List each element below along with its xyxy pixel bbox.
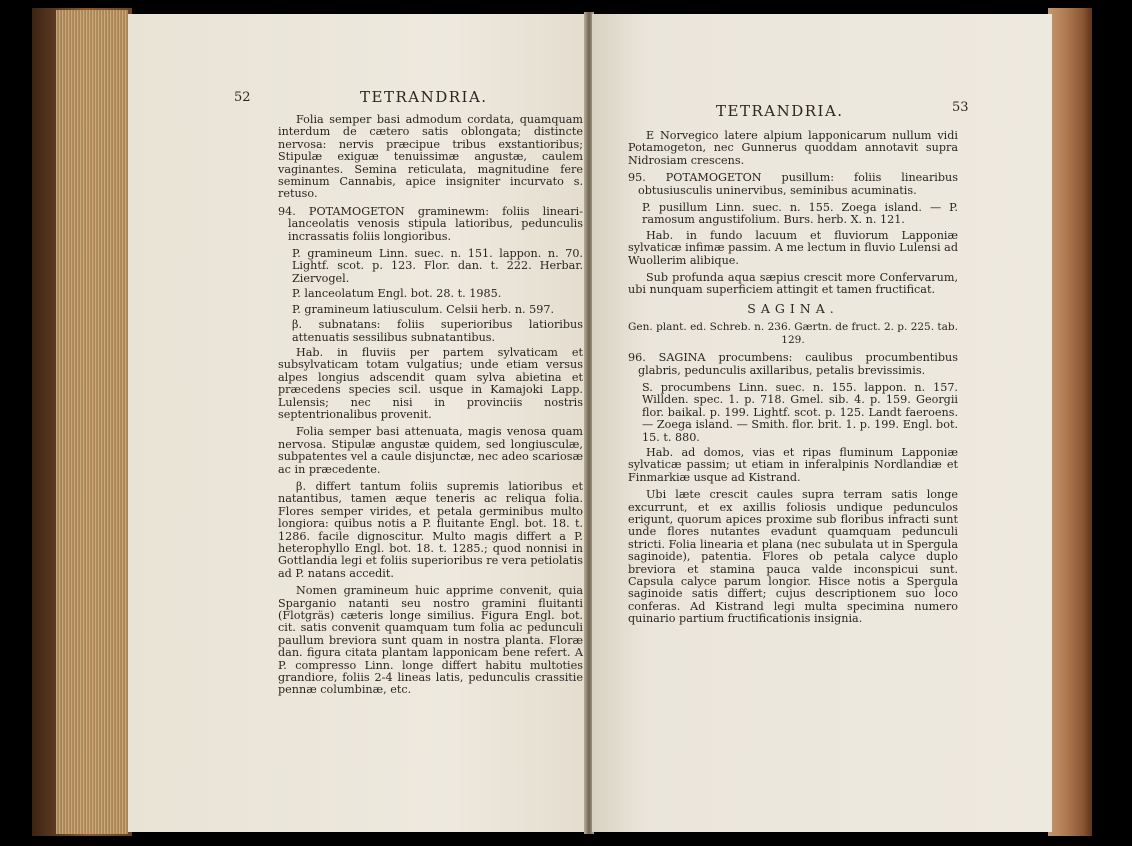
book-edge-left [32,8,132,836]
paragraph: E Norvegico latere alpium lapponicarum nullum vidi Potamogeton, nec Gunnerus quoddam annotavit supra Nidrosiam crescens. [628,129,958,167]
book-edge-right [1048,8,1092,836]
section-heading: SAGINA. [747,300,839,316]
paragraph: Folia semper basi admodum cordata, quamquam interdum de cætero satis oblongata; distincte nervosa: nervis præcipue tribus exstantioribus; Stipulæ exiguæ tenuissimæ angustæ, caulem vaginantes. Semina reticulata, magnitudine fere seminum Cannabis, apice insigniter incurvato s. retuso. [278,113,583,201]
paragraph: β. differt tantum foliis supremis latioribus et natantibus, tamen æque teneris ac reliqua folia. Flores semper virides, et petala germinibus multo longiora: quibus notis a P. fluitante Engl. bot. 18. t. 1286. facile dignoscitur. Multo magis differt a P. heterophyllo Engl. bot. 18. t. 1285.; quod nonnisi in Gottlandia legi et foliis superioribus re vera petiolatis ad P. natans accedit. [278,479,583,580]
paragraph: Hab. in fluviis per partem sylvaticam et subsylvaticam totam vulgatius; unde etiam versus alpes longius adscendit quam sylva abietina et præcedens species scil. usque in Kamajoki Lapp. Lulensis; nec nisi in provinciis nostris septentrionalibus provenit. [278,345,583,421]
left-page [128,14,588,832]
right-page-number: 53 [952,100,969,115]
synonym-line: P. gramineum latiusculum. Celsii herb. n. 597. [292,302,555,316]
synonym-line: P. pusillum Linn. suec. n. 155. Zoega island. — P. ramosum angustifolium. Burs. herb. X. n. 121. [642,201,958,227]
species-entry: 94. POTAMOGETON graminewm: foliis lineari-lanceolatis venosis stipula latioribus, pedunculis incrassatis foliis longioribus. [278,204,583,243]
page-edges-left [56,10,128,834]
left-page-number: 52 [234,90,251,105]
synonym-line: P. gramineum Linn. suec. n. 151. lappon. n. 70. Lightf. scot. p. 123. Flor. dan. t. 222. Herbar. Ziervogel. [292,247,583,285]
synonym-line: P. lanceolatum Engl. bot. 28. t. 1985. [292,287,502,301]
species-entry: 95. POTAMOGETON pusillum: foliis linearibus obtusiusculis uninervibus, seminibus acuminatis. [628,171,958,197]
paragraph: Sub profunda aqua sæpius crescit more Confervarum, ubi nunquam superficiem attingit et tamen fructificat. [628,271,958,297]
left-text-column [278,114,583,702]
genus-reference: Gen. plant. ed. Schreb. n. 236. Gærtn. de fruct. 2. p. 225. tab. 129. [628,321,958,346]
right-running-head: TETRANDRIA. [716,102,844,120]
paragraph: Hab. ad domos, vias et ripas fluminum Lapponiæ sylvaticæ passim; ut etiam in inferalpinis Nordlandiæ et Finmarkiæ usque ad Kistrand. [628,445,958,484]
left-running-head: TETRANDRIA. [360,88,488,106]
synonym-line: S. procumbens Linn. suec. n. 155. lappon. n. 157. Willden. spec. 1. p. 718. Gmel. sib. 4. p. 159. Georgii flor. baikal. p. 199. Lightf. scot. p. 125. Landt faeroens. — Zoega island. — Smith. flor. brit. 1. p. 199. Engl. bot. 15. t. 880. [642,380,958,444]
species-entry: 96. SAGINA procumbens: caulibus procumbentibus glabris, pedunculis axillaribus, petalis brevissimis. [628,351,958,377]
paragraph: Ubi læte crescit caules supra terram satis longe excurrunt, et ex axillis foliosis undique pedunculos erigunt, quorum apices proxime sub floribus infracti sunt unde flores nutantes evadunt quamquam pedunculi stricti. Folia linearia et plana (nec subulata ut in Spergula saginoide), patentia. Flores ob petala calyce duplo breviora et stamina pauca valde inconspicui sunt. Capsula calyce parum longior. Hisce notis a Spergula saginoide satis differt; cujus descriptionem suo loco conferas. Ad Kistrand legi multa specimina numero quinario partium fructificationis insignia. [628,488,958,626]
paragraph: Folia semper basi attenuata, magis venosa quam nervosa. Stipulæ angustæ quidem, sed longiusculæ, subpatentes vel a caule disjunctæ, nec adeo scariosæ ac in præcedente. [278,425,583,476]
synonym-line: β. subnatans: foliis superioribus latioribus attenuatis sessilibus subnatantibus. [292,318,583,344]
paragraph: Hab. in fundo lacuum et fluviorum Lapponiæ sylvaticæ infimæ passim. A me lectum in fluvio Lulensi ad Wuollerim alibique. [628,228,958,267]
right-page [592,14,1052,832]
paragraph: Nomen gramineum huic apprime convenit, quia Sparganio natanti seu nostro gramini fluitanti (Flotgräs) cæteris longe similius. Figura Engl. bot. cit. satis convenit quamquam tum folia ac pedunculi paullum breviora sunt quam in nostra planta. Floræ dan. figura citata plantam lapponicam bene refert. A P. compresso Linn. longe differt habitu multoties grandiore, foliis 2-4 lineas latis, pedunculis crassitie pennæ columbinæ, etc. [278,584,583,697]
right-text-column [628,130,958,631]
open-book [32,8,1092,836]
